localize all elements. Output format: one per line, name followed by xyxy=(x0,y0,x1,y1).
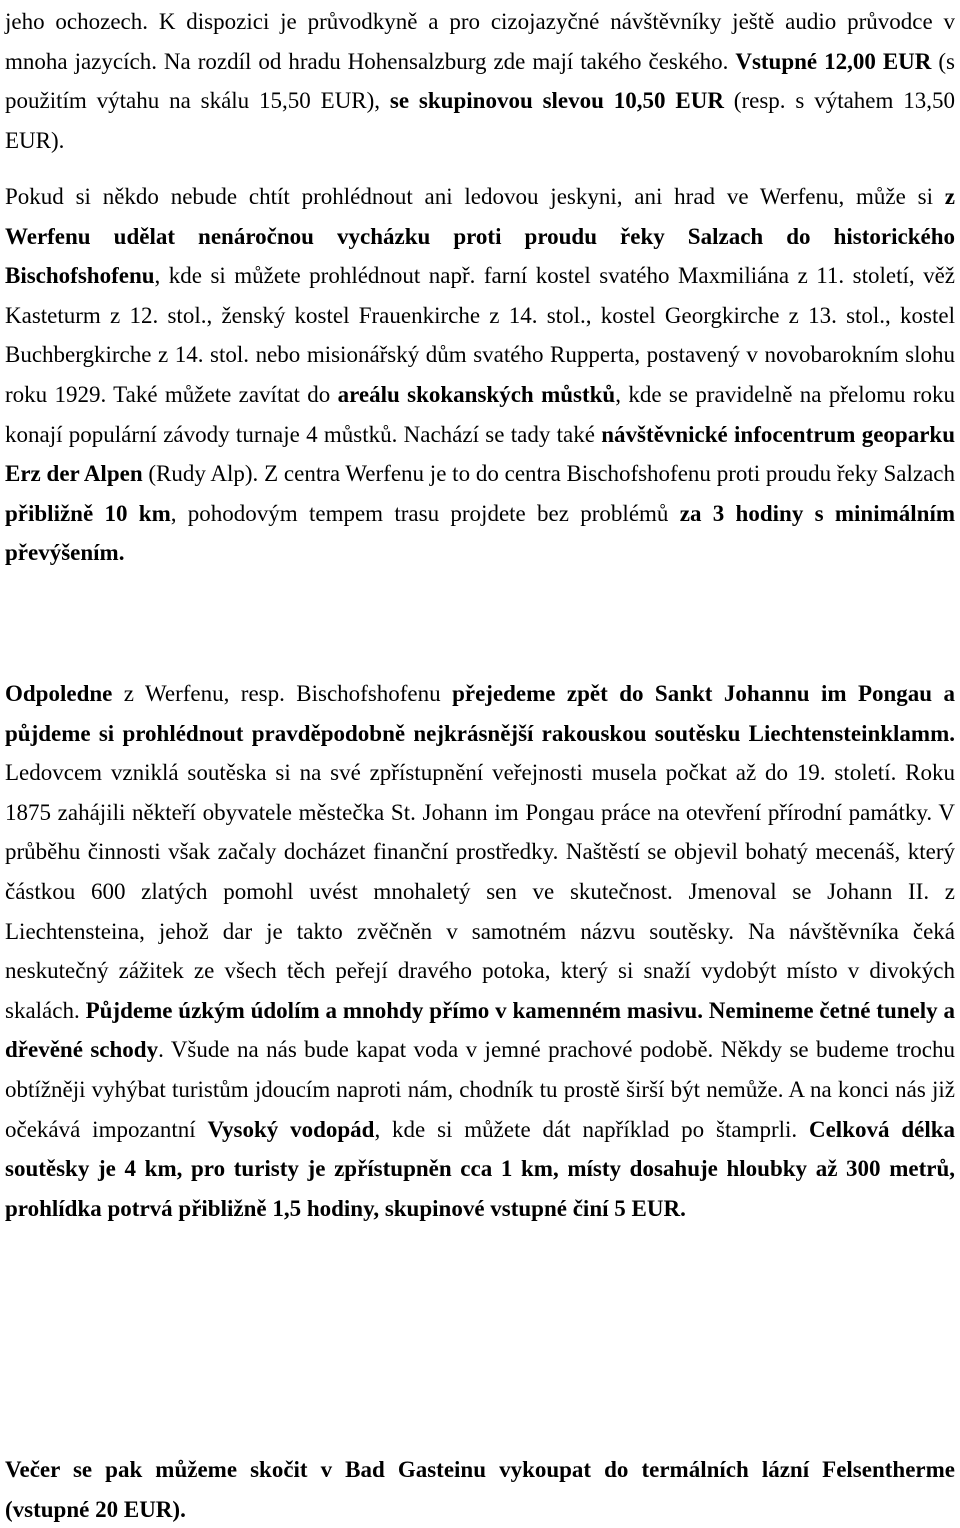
text-run: (s použitím výtahu na skálu 15,50 EUR), xyxy=(5,48,955,114)
paragraph-hohenwerfen-admission xyxy=(5,2,955,160)
bold-text-run: areálu skokanských můstků xyxy=(337,381,616,407)
bold-text-run: Odpoledne xyxy=(5,681,113,706)
bold-text-run: přibližně 10 km xyxy=(5,500,171,526)
bold-text-run: Večer se pak můžeme skočit v Bad Gasteinu vykoupat do termálních lázní Felsentherme (vstupné 20 EUR). xyxy=(5,1457,955,1522)
text-run: , pohodovým tempem trasu projdete bez problémů xyxy=(170,500,680,526)
paragraph-liechtensteinklamm xyxy=(5,674,955,1228)
paragraph-bischofshofen-walk xyxy=(5,177,955,573)
text-run: , kde si můžete dát například po štamprli. xyxy=(374,1116,809,1142)
bold-text-run: návštěvnické infocentrum geoparku Erz der Alpen xyxy=(5,421,955,487)
text-run: , kde se pravidelně na přelomu roku konají populární závody turnaje 4 můstků. Nachází se tady také xyxy=(5,381,955,447)
bold-text-run: z Werfenu udělat nenáročnou vycházku proti proudu řeky Salzach do historického Bischofshofenu xyxy=(5,184,955,289)
bold-text-run: za 3 hodiny s minimálním převýšením. xyxy=(5,500,956,566)
bold-text-run: Vysoký vodopád xyxy=(207,1116,375,1142)
text-run: Ledovcem vzniklá soutěska si na své zpřístupnění veřejnosti musela počkat až do 19. století. Roku 1875 zahájili někteří obyvatele městečka St. Johann im Pongau práce na otevření přírodní památky. V průběhu činnosti však začaly docházet finanční prostředky. Naštěstí se objevil bohatý mecenáš, který částkou 600 zlatých pomohl uvést mnohaletý sen ve skutečnost. Jmenoval se Johann II. z Liechtensteina, jehož dar je takto zvěčněn v samotném názvu soutěsky. Na návštěvníka čeká neskutečný zážitek ze všech těch peřejí dravého potoka, který si snaží vydobýt místo v divokých skalách. xyxy=(5,760,955,1023)
text-run: . Všude na nás bude kapat voda v jemné prachové podobě. Někdy se budeme trochu obtížněji vyhýbat turistům jdoucím naproti nám, chodník tu prostě širší být nemůže. A na konci nás již očekává impozantní xyxy=(5,1037,955,1142)
bold-text-run: Celková délka soutěsky je 4 km, pro turisty je zpřístupněn cca 1 km, místy dosahuje hloubky až 300 metrů, prohlídka potrvá přibližně 1,5 hodiny, skupinové vstupné činí 5 EUR. xyxy=(5,1116,956,1221)
bold-text-run: Vstupné 12,00 EUR xyxy=(735,48,932,74)
text-run: jeho ochozech. K dispozici je průvodkyně a pro cizojazyčné návštěvníky ještě audio průvodce v mnoha jazycích. Na rozdíl od hradu Hohensalzburg zde mají takého českého. xyxy=(5,9,955,74)
paragraph-evening-felsentherme xyxy=(5,1450,955,1528)
text-run: z Werfenu, resp. Bischofshofenu xyxy=(112,681,453,706)
bold-text-run: přejedeme zpět do Sankt Johannu im Pongau a půjdeme si prohlédnout pravděpodobně nejkrásnější rakouskou soutěsku Liechtensteinklamm. xyxy=(5,681,955,746)
text-run: , kde si můžete prohlédnout např. farní kostel svatého Maxmiliána z 11. století, věž Kasteturm z 12. stol., ženský kostel Frauenkirche z 14. stol., kostel Georgkirche z 13. stol., kostel Buchbergkirche z 14. stol. nebo misionářský dům svatého Rupperta, postavený v novobarokním slohu roku 1929. Také můžete zavítat do xyxy=(5,263,955,407)
text-run: (resp. s výtahem 13,50 EUR). xyxy=(5,88,955,153)
bold-text-run: se skupinovou slevou 10,50 EUR xyxy=(389,88,724,114)
text-run: Pokud si někdo nebude chtít prohlédnout ani ledovou jeskyni, ani hrad ve Werfenu, může si xyxy=(5,184,945,209)
text-run: (Rudy Alp). Z centra Werfenu je to do centra Bischofshofenu proti proudu řeky Salzach xyxy=(142,461,955,487)
bold-text-run: Půjdeme úzkým údolím a mnohdy přímo v kamenném masivu. Nemineme četné tunely a dřevěné schody xyxy=(5,997,956,1063)
